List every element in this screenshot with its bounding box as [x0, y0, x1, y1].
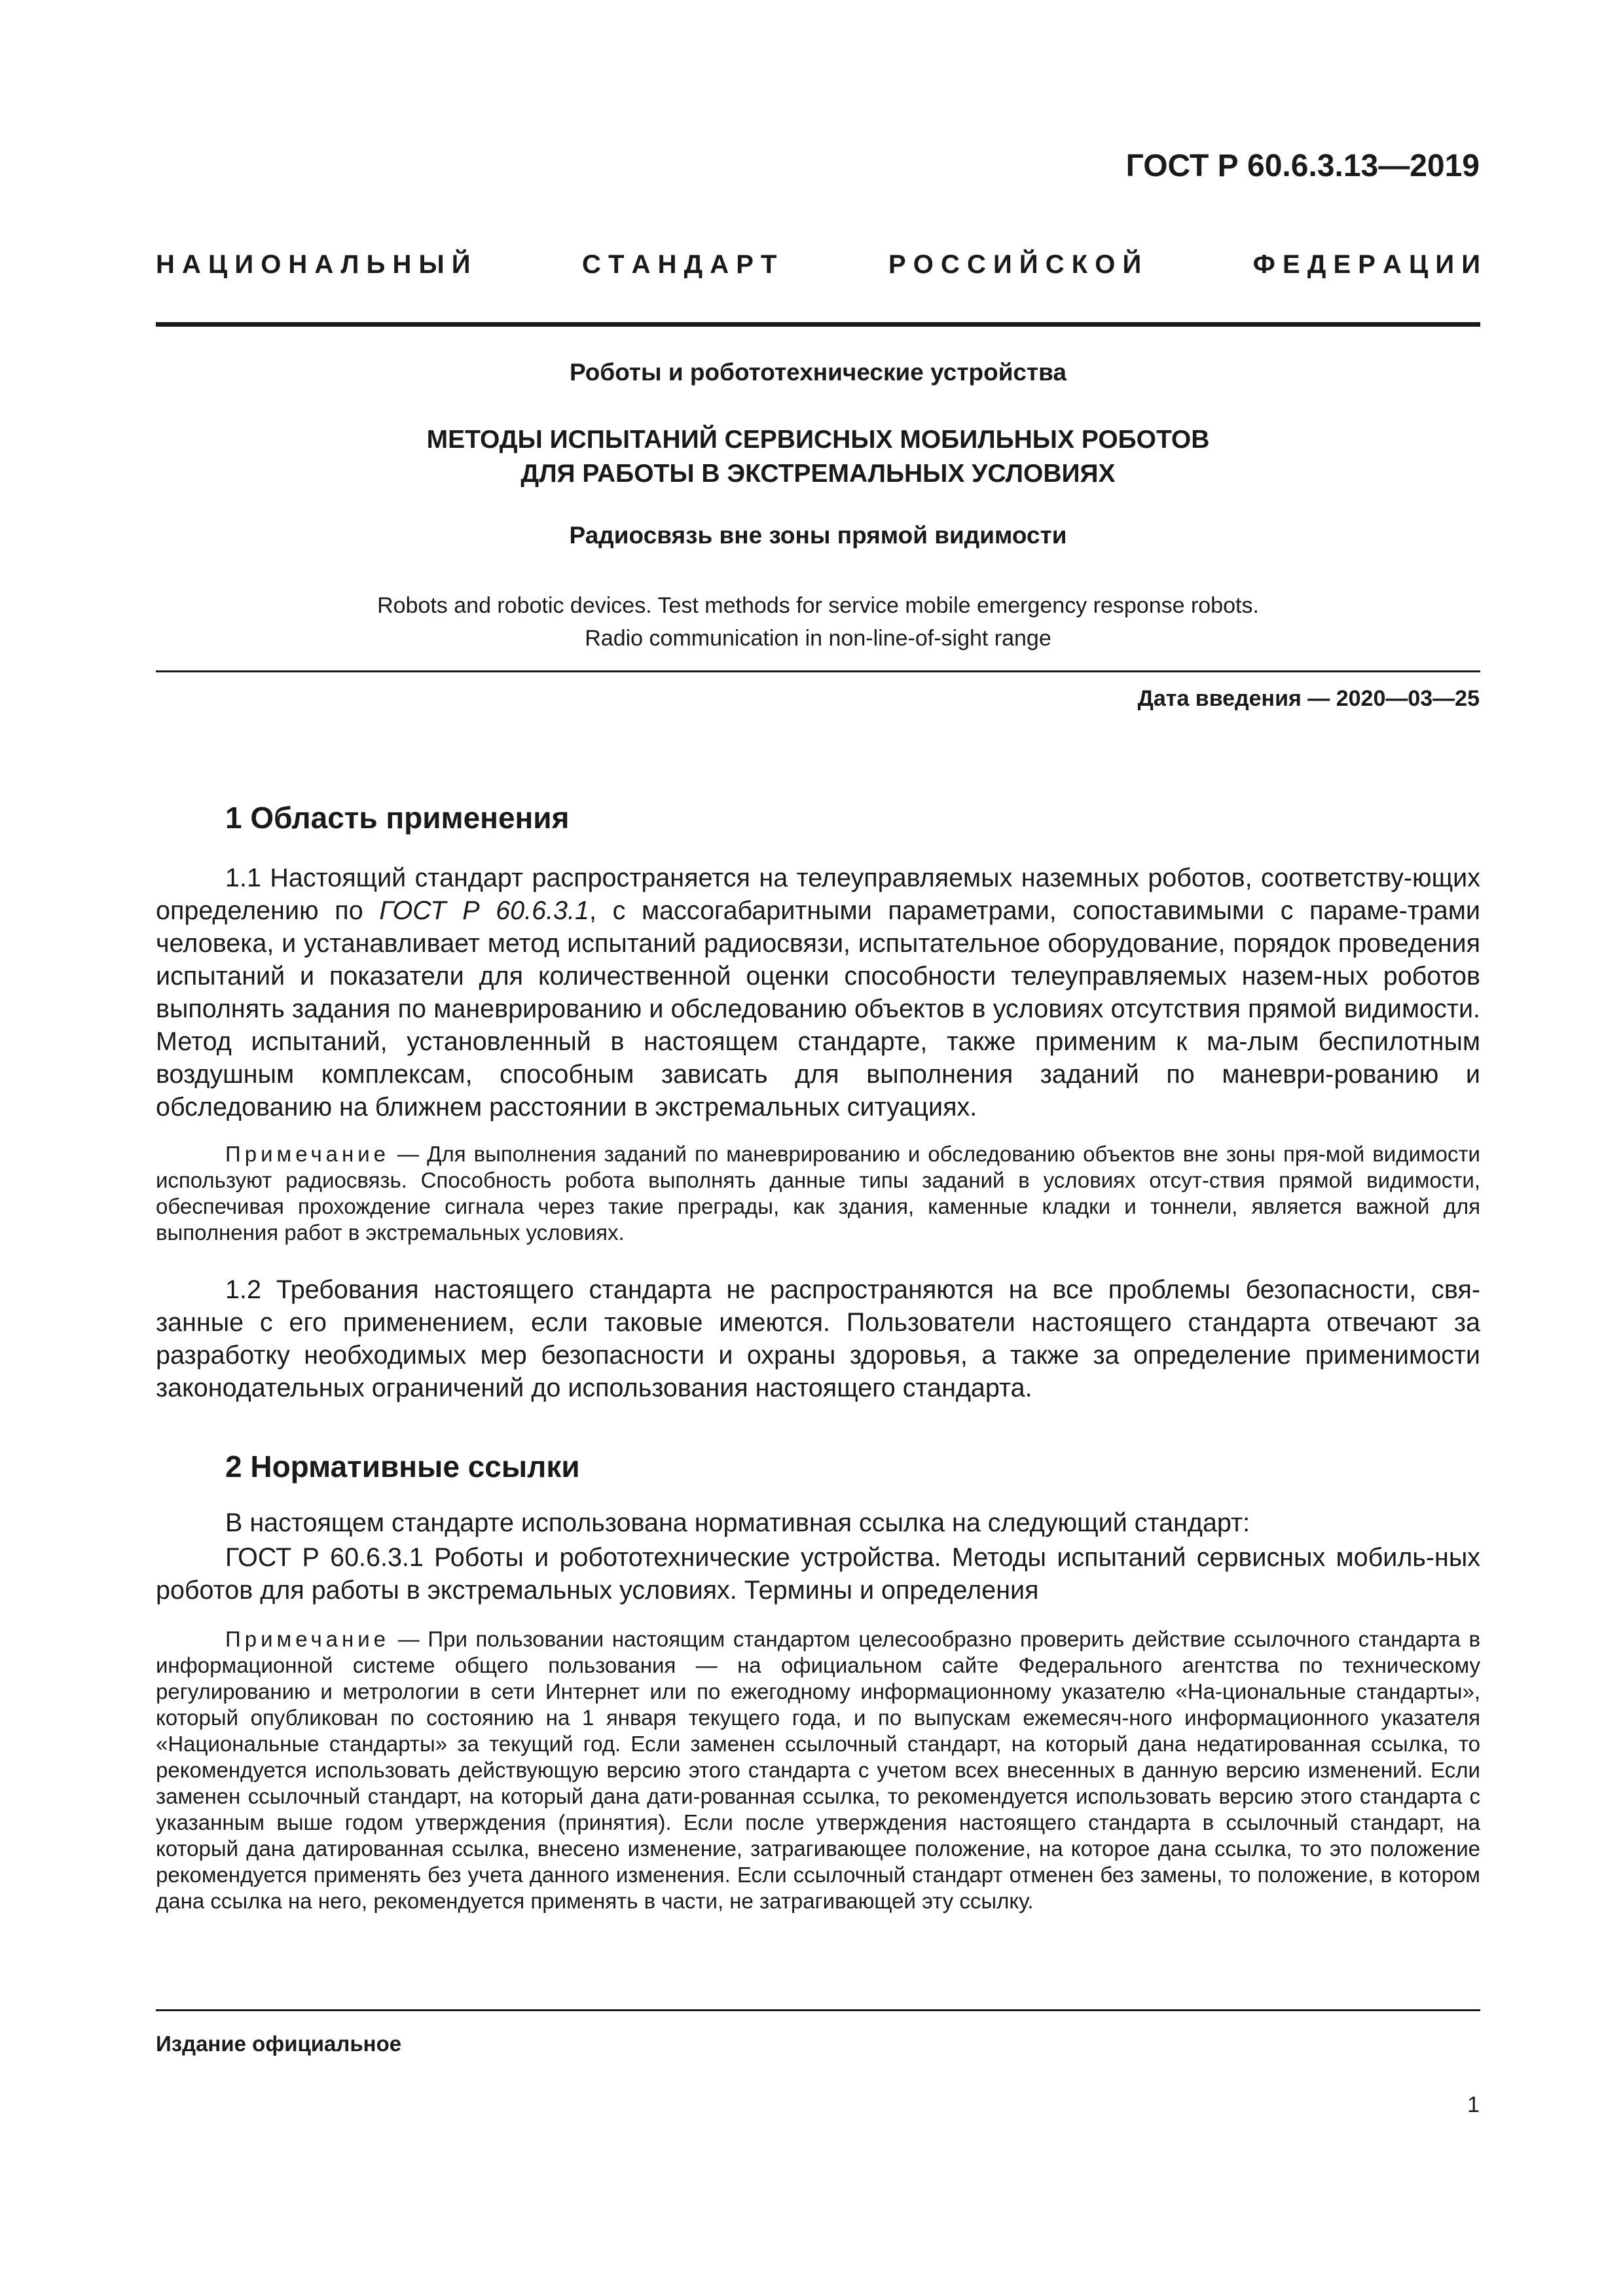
- note-label: Примечание: [225, 1627, 390, 1651]
- paragraph-1-1: [156, 862, 1480, 1123]
- note-text: — Для выполнения заданий по маневрированию и обследованию объектов вне зоны пря-мой видимости используют радиосвязь. Способность робота выполнять данные типы заданий в условиях отсут-ствия прямой видимости, обеспечивая прохождение сигнала через такие преграды, как здания, каменные кладки и тоннели, является важной для выполнения работ в экстремальных условиях.: [156, 1142, 1480, 1245]
- title-subject: Роботы и робототехнические устройства: [570, 359, 1067, 386]
- national-standard-banner: [156, 250, 1480, 280]
- banner-word: Р О С С И Й С К О Й: [888, 250, 1142, 279]
- normative-reference-text: ГОСТ Р 60.6.3.1 Роботы и робототехнические устройства. Методы испытаний сервисных мобиль-ных роботов для работы в экстремальных условиях. Термины и определения: [156, 1543, 1480, 1605]
- note-1: [156, 1141, 1480, 1246]
- edition-label: Издание официальное: [156, 2032, 402, 2056]
- title-main-line: МЕТОДЫ ИСПЫТАНИЙ СЕРВИСНЫХ МОБИЛЬНЫХ РОБОТОВ: [426, 426, 1210, 454]
- banner-word: Ф Е Д Е Р А Ц И И: [1252, 250, 1480, 279]
- banner-word: С Т А Н Д А Р Т: [582, 250, 777, 279]
- note-label: Примечание: [225, 1142, 390, 1166]
- banner-word: Н А Ц И О Н А Л Ь Н Ы Й: [156, 250, 471, 279]
- title-main: [156, 423, 1480, 491]
- title-english-line: Radio communication in non-line-of-sight range: [585, 626, 1051, 651]
- section-2-heading: 2 Нормативные ссылки: [225, 1449, 580, 1484]
- introduction-date: Дата введения — 2020—03—25: [1137, 686, 1480, 711]
- normative-reference: [156, 1541, 1480, 1607]
- title-divider: [156, 670, 1480, 672]
- paragraph-1-1-start: 1.1 Настоящий стандарт распространяется на телеуправляемых наземных роботов, соответству-ющих определению по: [156, 864, 1480, 925]
- page-number: 1: [1467, 2092, 1480, 2117]
- paragraph-1-2: [156, 1273, 1480, 1404]
- title-english: [156, 589, 1480, 655]
- section-2-intro: В настоящем стандарте использована нормативная ссылка на следующий стандарт:: [225, 1508, 1250, 1537]
- title-english-line: Robots and robotic devices. Test methods for service mobile emergency response robots.: [377, 593, 1259, 618]
- title-main-line: ДЛЯ РАБОТЫ В ЭКСТРЕМАЛЬНЫХ УСЛОВИЯХ: [520, 460, 1116, 488]
- paragraph-1-1-rest: , с массогабаритными параметрами, сопоставимыми с параме-трами человека, и устанавливает метод испытаний радиосвязи, испытательное оборудование, порядок проведения испытаний и показатели для количественной оценки способности телеуправляемых назем-ных роботов выполнять задания по маневрированию и обследованию объектов в условиях отсутствия прямой видимости. Метод испытаний, установленный в настоящем стандарте, также применим к ма-лым беспилотным воздушным комплексам, способным зависать для выполнения заданий по маневри-рованию и обследованию на ближнем расстоянии в экстремальных ситуациях.: [156, 896, 1480, 1121]
- footer-divider: [156, 2009, 1480, 2011]
- section-1-heading: 1 Область применения: [225, 801, 570, 835]
- paragraph-1-2-text: 1.2 Требования настоящего стандарта не распространяются на все проблемы безопасности, свя-занные с его применением, если таковые имеются. Пользователи настоящего стандарта отвечают за разработку необходимых мер безопасности и охраны здоровья, а также за определение применимости законодательных ограничений до использования настоящего стандарта.: [156, 1275, 1480, 1402]
- title-part: Радиосвязь вне зоны прямой видимости: [569, 522, 1067, 549]
- document-number: ГОСТ Р 60.6.3.13—2019: [1125, 149, 1480, 183]
- header-divider: [156, 322, 1480, 327]
- note-text: — При пользовании настоящим стандартом целесообразно проверить действие ссылочного стандарта в информационной системе общего пользования — на официальном сайте Федерального агентства по техническому регулированию и метрологии в сети Интернет или по ежегодному информационному указателю «На-циональные стандарты», который опубликован по состоянию на 1 января текущего года, и по выпускам ежемесяч-ного информационного указателя «Национальные стандарты» за текущий год. Если заменен ссылочный стандарт, на который дана недатированная ссылка, то рекомендуется использовать действующую версию этого стандарта с учетом всех внесенных в данную версию изменений. Если заменен ссылочный стандарт, на который дана дати-рованная ссылка, то рекомендуется использовать версию этого стандарта с указанным выше годом утверждения (принятия). Если после утверждения настоящего стандарта в ссылочный стандарт, на который дана датированная ссылка, внесено изменение, затрагивающее положение, на которое дана ссылка, то это положение рекомендуется применять без учета данного изменения. Если ссылочный стандарт отменен без замены, то положение, в котором дана ссылка на него, рекомендуется применять в части, не затрагивающей эту ссылку.: [156, 1627, 1480, 1913]
- standard-reference-link[interactable]: ГОСТ Р 60.6.3.1: [379, 896, 589, 925]
- note-2: [156, 1626, 1480, 1914]
